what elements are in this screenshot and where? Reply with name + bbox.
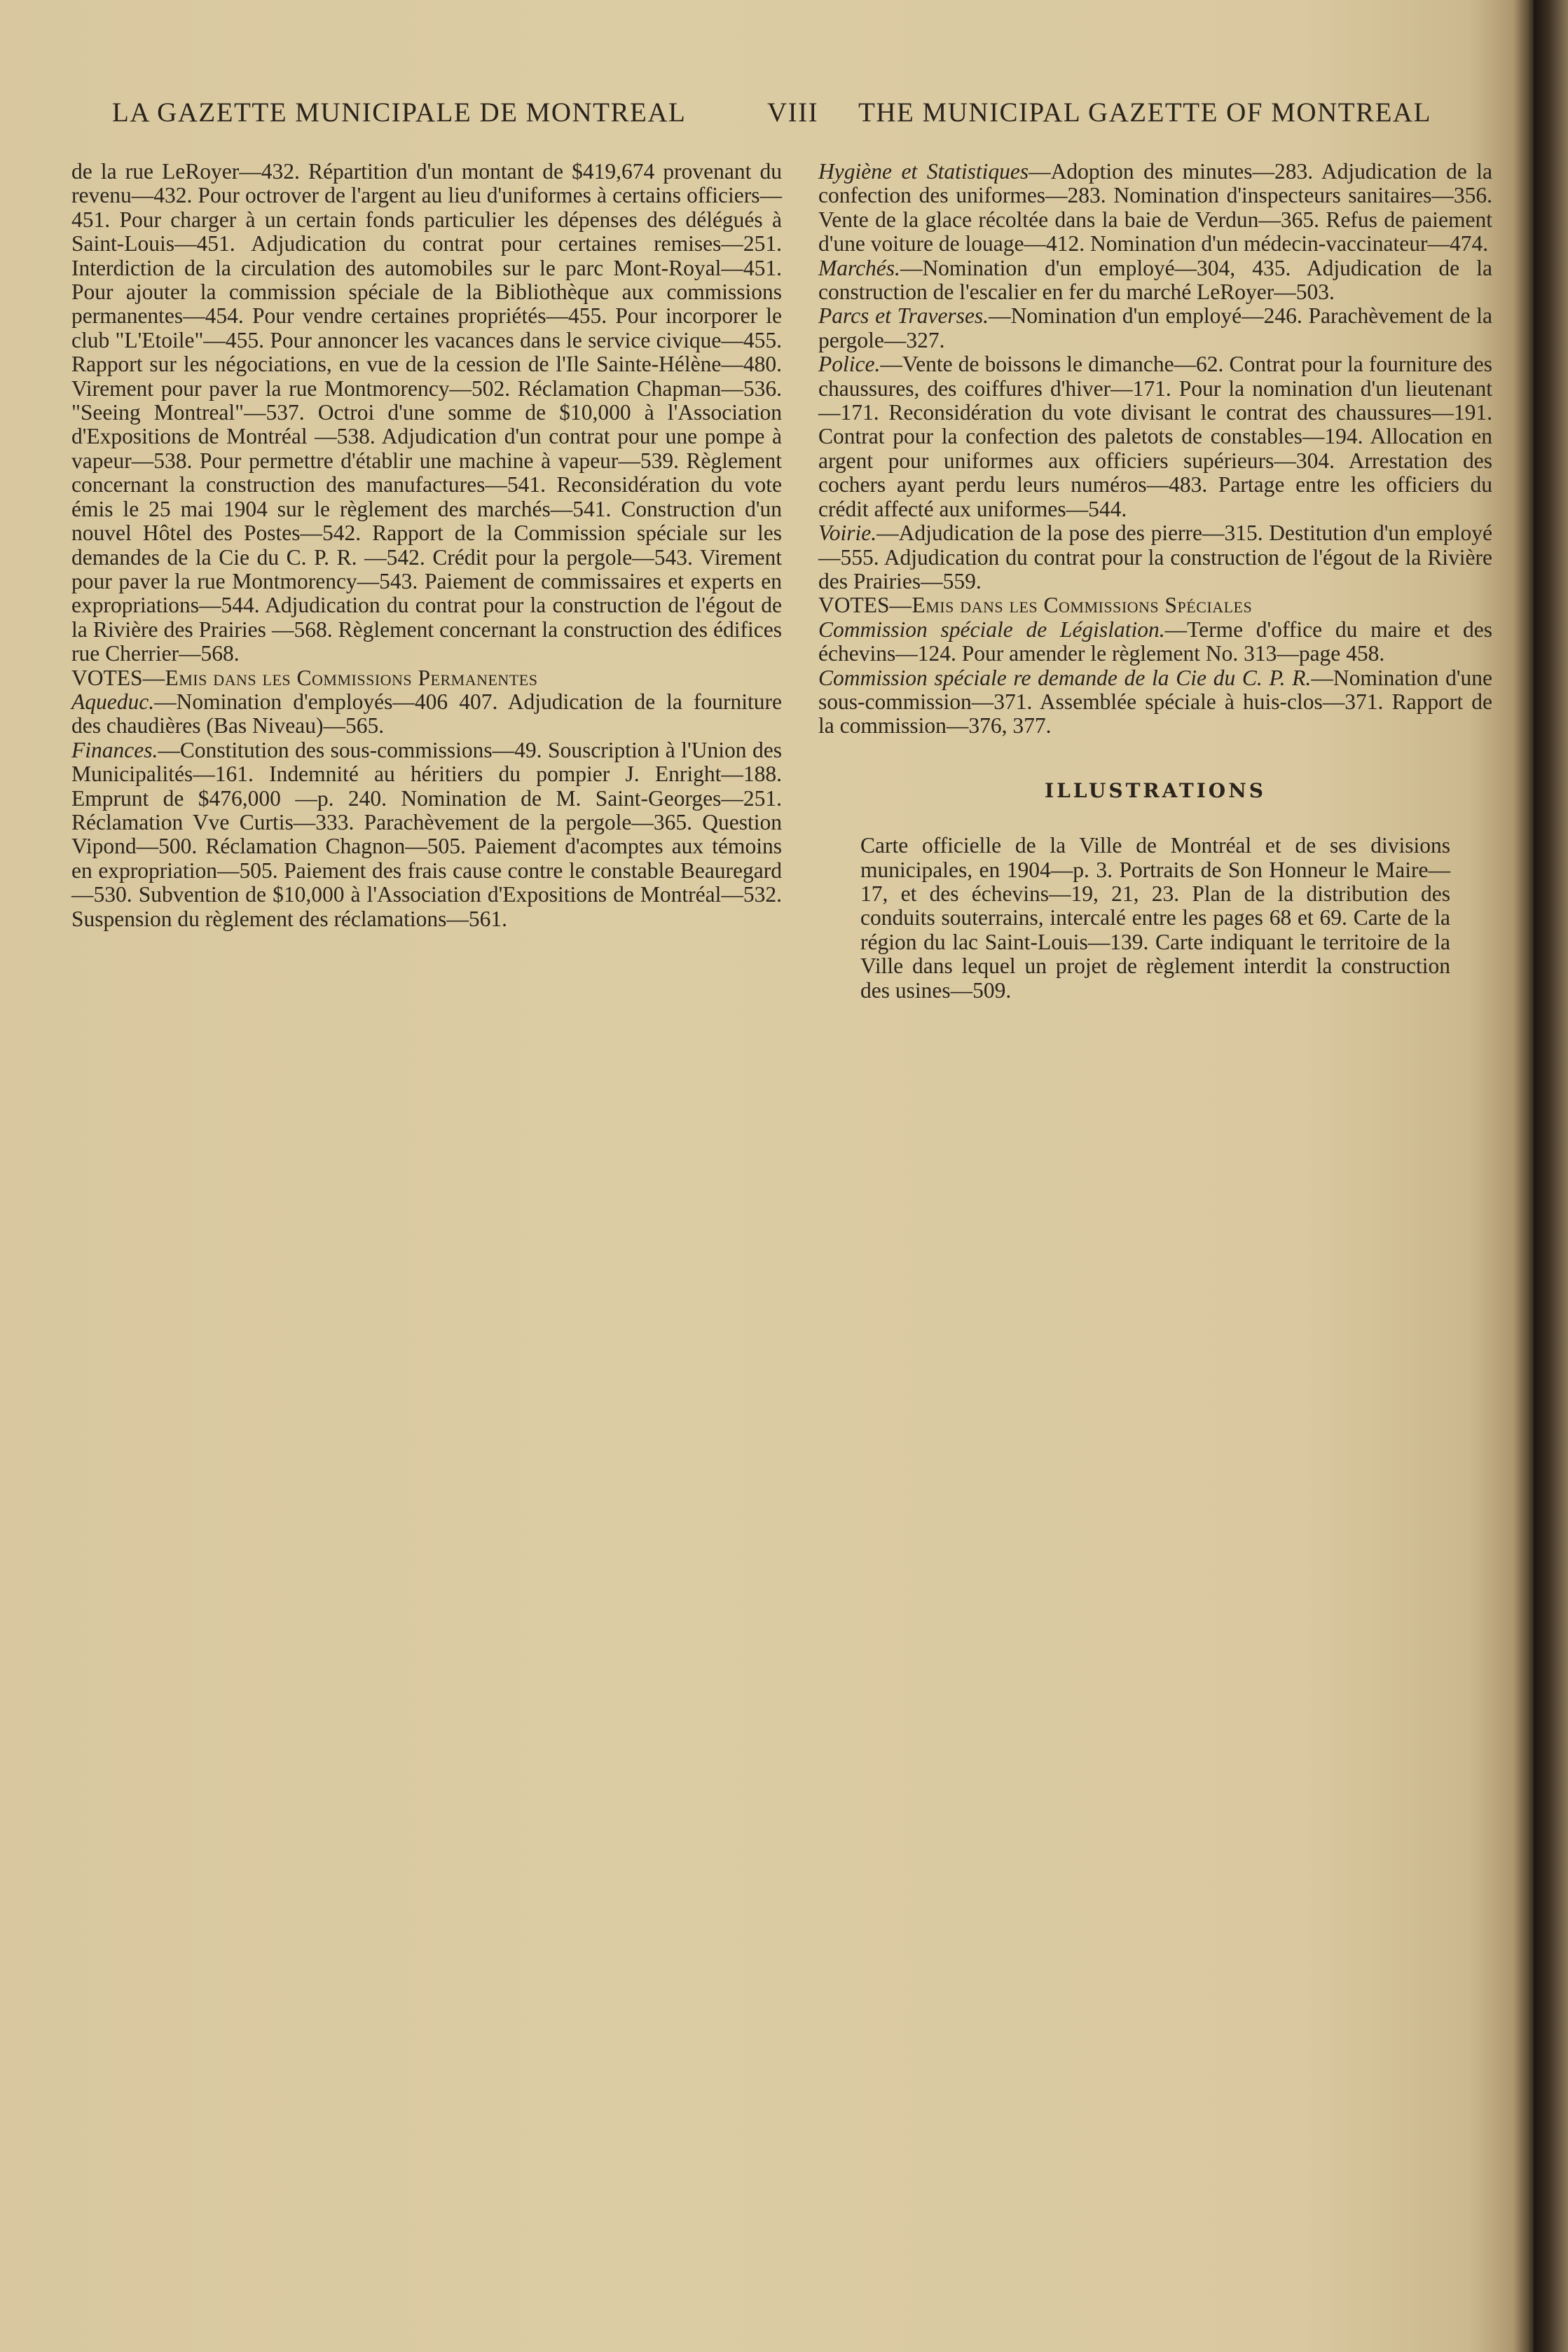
entry-aqueduc [71,690,782,738]
entry-head: Voirie. [818,521,877,546]
left-column [71,160,782,931]
entry-head: Hygiène et Statistiques [818,159,1029,184]
entry-finances [71,738,782,931]
entry-text: —Adjudication de la pose des pierre—315. Destitution d'un employé—555. Adjudication du contrat pour la construction de l'égout de la Rivière des Prairies—559. [818,521,1492,593]
entry-text: —Constitution des sous-commissions—49. Souscription à l'Union des Municipalités—161. Indemnité au héritiers du pompier J. Enright—188. Emprunt de $476,000 —p. 240. Nomination de M. Saint-Georges—251. Réclamation Vve Curtis—333. Parachèvement de la pergole—365. Question Vipond—500. Réclamation Chagnon—505. Paiement d'acomptes aux témoins en expropriation—505. Paiement des frais cause contre le constable Beauregard —530. Subvention de $10,000 à l'Association d'Expositions de Montréal—532. Suspension du règlement des réclamations—561. [71,737,782,931]
votes-heading-rest: —Emis dans les Commissions Spéciales [889,593,1253,618]
entry-marches [818,256,1492,305]
header-french-title: LA GAZETTE MUNICIPALE DE MONTREAL [112,97,687,128]
votes-heading-lead: VOTES [71,665,143,690]
illustrations-text: Carte officielle de la Ville de Montréal et de ses divisions municipales, en 1904—p. 3. Portraits de Son Honneur le Maire—17, et des échevins—19, 21, 23. Plan de la distribution des conduits souterrains, intercalé entre les pages 68 et 69. Carte de la région du lac Saint-Louis—139. Carte indiquant le territoire de la Ville dans lequel un projet de règlement interdit la construction des usines—509. [860,833,1450,1003]
entry-head: Commission spéciale re demande de la Cie du C. P. R. [818,665,1312,690]
continued-text: de la rue LeRoyer—432. Répartition d'un montant de $419,674 provenant du revenu—432. Pour octrover de l'argent au lieu d'uniformes à certains officiers—451. Pour charger à un certain fonds particulier les dépenses des délégués à Saint-Louis—451. Adjudication du contrat pour certaines remises—251. Interdiction de la circulation des automobiles sur le parc Mont-Royal—451. Pour ajouter la commission spéciale de la Bibliothèque aux commissions permanentes—454. Pour vendre certaines propriétés—455. Pour incorporer le club "L'Etoile"—455. Pour annoncer les vacances dans le service civique—455. Rapport sur les négociations, en vue de la cession de l'Ile Sainte-Hélène—480. Virement pour paver la rue Montmorency—502. Réclamation Chapman—536. "Seeing Montreal"—537. Octroi d'une somme de $10,000 à l'Association d'Expositions de Montréal —538. Adjudication d'un contrat pour une pompe à vapeur—538. Pour permettre d'établir une machine à vapeur—539. Règlement concernant la construction des manufactures—541. Reconsidération du vote émis le 25 mai 1904 sur le règlement des marchés—541. Construction d'un nouvel Hôtel des Postes—542. Rapport de la Commission spéciale sur les demandes de la Cie du C. P. R. —542. Crédit pour la pergole—543. Virement pour paver la rue Montmorency—543. Paiement de commissaires et experts en expropriations—544. Adjudication du contrat pour la construction de l'égout de la Rivière des Prairies —568. Règlement concernant la construction des édifices rue Cherrier—568. [71,159,782,666]
book-spine-shadow [1513,0,1534,2352]
entry-text: —Nomination d'un employé—246. Parachèvement de la pergole—327. [818,303,1492,352]
votes-heading-lead: VOTES [818,593,890,618]
entry-parcs [818,304,1492,352]
entry-police [818,352,1492,521]
entry-head: Commission spéciale de Législation. [818,617,1165,642]
illustrations-heading: ILLUSTRATIONS [1044,778,1267,802]
entry-text: —Nomination d'un employé—304, 435. Adjudication de la construction de l'escalier en fer du marché LeRoyer—503. [818,255,1492,305]
running-header [112,97,1464,139]
entry-head: Finances. [71,737,158,762]
header-page-number: VIII [767,97,819,128]
entry-text: —Vente de boissons le dimanche—62. Contrat pour la fourniture des chaussures, des coiffures d'hiver—171. Pour la nomination d'un lieutenant—171. Reconsidération du vote divisant le contrat des chaussures—191. Contrat pour la confection des paletots de constables—194. Allocation en argent pour uniformes aux officiers supérieurs—304. Arrestation des cochers ayant perdu leurs numéros—483. Partage entre les officiers du crédit affecté aux uniformes—544. [818,352,1492,521]
adjacent-page-edge [1534,0,1568,2352]
votes-special-heading [818,593,1492,617]
entry-head: Marchés. [818,255,900,280]
right-column [818,160,1492,1003]
entry-head: Aqueduc. [71,689,155,714]
entry-voirie [818,521,1492,593]
entry-legislation [818,618,1492,666]
entry-cpr-commission [818,666,1492,738]
entry-text: —Terme d'office du maire et des échevins—124. Pour amender le règlement No. 313—page 458. [818,617,1492,666]
entry-head: Parcs et Traverses. [818,303,989,329]
entry-text: —Nomination d'une sous-commission—371. Assemblée spéciale à huis-clos—371. Rapport de la commission—376, 377. [818,665,1492,738]
header-english-title: THE MUNICIPAL GAZETTE OF MONTREAL [858,97,1431,128]
votes-permanent-heading [71,666,782,690]
entry-head: Police. [818,352,881,377]
entry-text: —Nomination d'employés—406 407. Adjudication de la fourniture des chaudières (Bas Niveau)—565. [71,689,782,738]
votes-heading-rest: —Emis dans les Commissions Permanentes [142,665,538,690]
continued-paragraph [71,160,782,666]
entry-text: —Adoption des minutes—283. Adjudication de la confection des uniformes—283. Nomination d'inspecteurs sanitaires—356. Vente de la glace récoltée dans la baie de Verdun—365. Refus de paiement d'une voiture de louage—412. Nomination d'un médecin-vaccinateur—474. [818,159,1492,256]
entry-hygiene [818,160,1492,256]
